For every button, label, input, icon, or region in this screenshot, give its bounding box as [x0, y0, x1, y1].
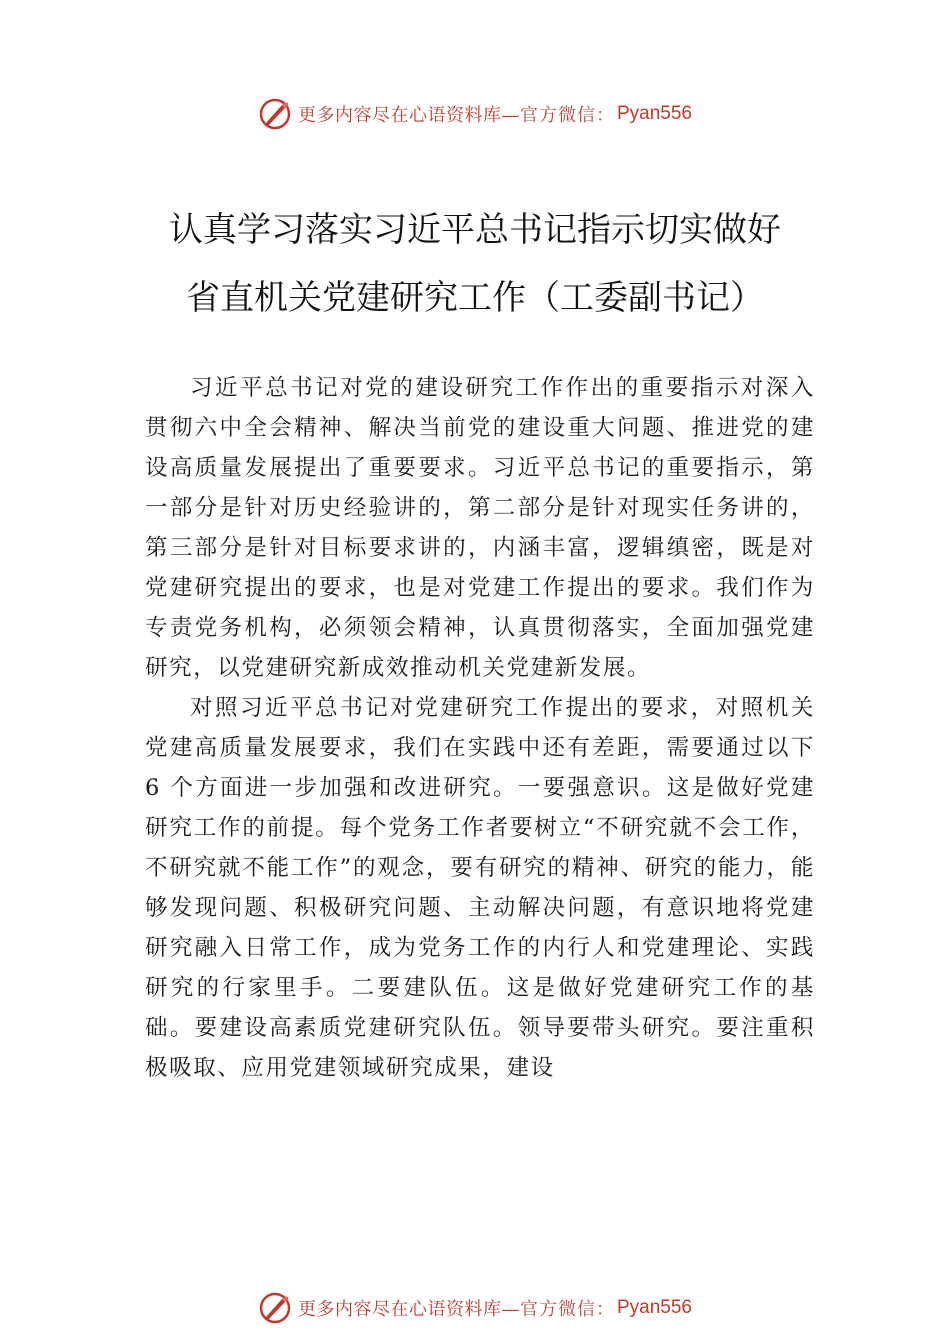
quill-logo-icon — [258, 97, 292, 131]
document-title — [60, 196, 890, 332]
quill-logo-icon — [258, 1291, 292, 1325]
title-line-1: 认真学习落实习近平总书记指示切实做好 — [169, 210, 781, 250]
watermark-wechat-id: Pyan556 — [616, 103, 692, 124]
watermark-wechat-label: 官方微信： — [519, 1299, 615, 1320]
watermark-wechat-id: Pyan556 — [616, 1297, 692, 1318]
watermark-text: 更多内容尽在心语资料库— — [297, 1299, 520, 1320]
footer-watermark — [0, 1288, 950, 1328]
header-watermark — [0, 94, 950, 134]
title-line-2: 省直机关党建研究工作（工委副书记） — [186, 278, 764, 318]
document-body — [145, 368, 815, 1088]
watermark-text: 更多内容尽在心语资料库— — [297, 105, 520, 126]
body-paragraph-2: 对照习近平总书记对党建研究工作提出的要求，对照机关党建高质量发展要求，我们在实践中还有差距，需要通过以下 6 个方面进一步加强和改进研究。一要强意识。这是做好党建研究工作的前提。每个党务工作者要树立“不研究就不会工作，不研究就不能工作”的观念，要有研究的精神、研究的能力，能够发现问题、积极研究问题、主动解决问题，有意识地将党建研究融入日常工作，成为党务工作的内行人和党建理论、实践研究的行家里手。二要建队伍。这是做好党建研究工作的基础。要建设高素质党建研究队伍。领导要带头研究。要注重积极吸取、应用党建领域研究成果，建设 — [145, 695, 815, 1081]
body-paragraph-1: 习近平总书记对党的建设研究工作作出的重要指示对深入贯彻六中全会精神、解决当前党的建设重大问题、推进党的建设高质量发展提出了重要要求。习近平总书记的重要指示，第一部分是针对历史经验讲的，第二部分是针对现实任务讲的，第三部分是针对目标要求讲的，内涵丰富，逻辑缜密，既是对党建研究提出的要求，也是对党建工作提出的要求。我们作为专责党务机构，必须领会精神，认真贯彻落实，全面加强党建研究，以党建研究新成效推动机关党建新发展。 — [145, 375, 815, 681]
watermark-wechat-label: 官方微信： — [519, 105, 615, 126]
